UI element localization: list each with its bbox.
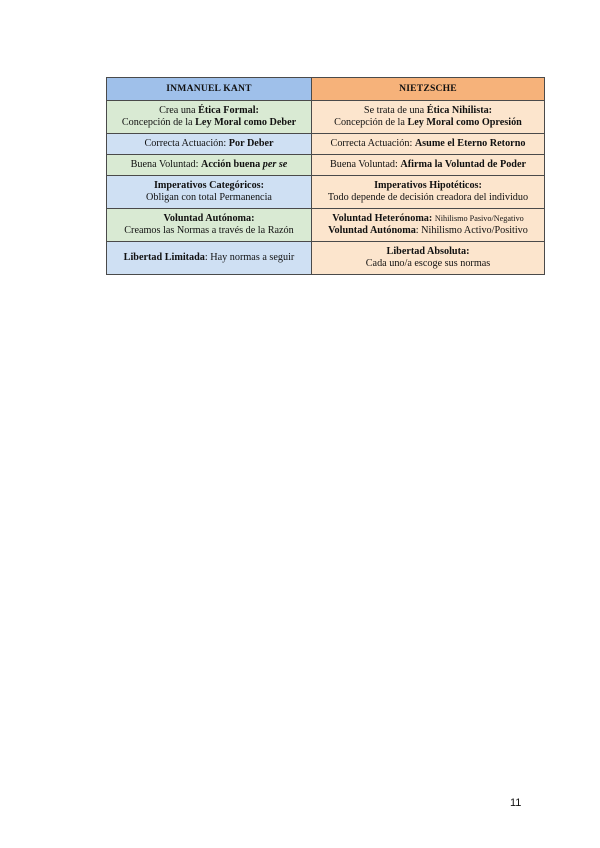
cell-text: Todo depende de decisión creadora del individuo <box>327 192 529 203</box>
comparison-table <box>106 77 545 275</box>
nietzsche-voluntad-cell <box>312 155 545 176</box>
cell-text: Correcta Actuación: <box>330 138 415 149</box>
cell-bold-text: Voluntad Heterónoma: <box>332 213 435 224</box>
kant-imperativos-cell <box>107 176 312 209</box>
table-row <box>107 176 545 209</box>
table-row <box>107 101 545 134</box>
cell-bold-text: Voluntad Autónoma: <box>163 213 255 224</box>
kant-libertad-cell <box>107 242 312 275</box>
cell-text: : Hay normas a seguir <box>204 252 295 263</box>
cell-bold-text: Ética Nihilista: <box>426 105 493 116</box>
table-row <box>107 242 545 275</box>
nietzsche-libertad-cell <box>312 242 545 275</box>
table-header-row <box>107 78 545 101</box>
cell-text: Cada uno/a escoge sus normas <box>365 258 491 269</box>
cell-bold-text: Ética Formal: <box>198 105 259 116</box>
table-row <box>107 209 545 242</box>
cell-text: Correcta Actuación: <box>144 138 229 149</box>
cell-text: Obligan con total Permanencia <box>146 192 272 203</box>
cell-italic-text: per se <box>262 159 288 170</box>
header-kant: INMANUEL KANT <box>107 78 312 101</box>
cell-text: Se trata de una <box>363 105 427 116</box>
cell-bold-text: Ley Moral como Opresión <box>407 117 522 128</box>
cell-bold-text: Ley Moral como Deber <box>195 117 297 128</box>
nietzsche-imperativos-cell <box>312 176 545 209</box>
cell-text: Concepción de la <box>334 117 408 128</box>
cell-bold-text: Imperativos Hipotéticos: <box>374 180 482 191</box>
table-row <box>107 155 545 176</box>
cell-bold-text: Afirma la Voluntad de Poder <box>400 159 527 170</box>
kant-etica-cell <box>107 101 312 134</box>
cell-bold-text: Libertad Absoluta: <box>386 246 470 257</box>
nietzsche-heteronomia-cell <box>312 209 545 242</box>
kant-voluntad-cell <box>107 155 312 176</box>
cell-text: : Nihilismo Activo/Positivo <box>415 225 528 236</box>
cell-bold-text: Asume el Eterno Retorno <box>414 138 526 149</box>
cell-small-text: Nihilismo Pasivo/Negativo <box>434 214 524 223</box>
cell-text: Buena Voluntad: <box>130 159 202 170</box>
nietzsche-actuacion-cell <box>312 134 545 155</box>
page-number: 11 <box>510 797 522 809</box>
cell-text: Creamos las Normas a través de la Razón <box>124 225 294 236</box>
cell-bold-text: Libertad Limitada <box>123 252 205 263</box>
cell-bold-text: Voluntad Autónoma <box>328 225 416 236</box>
cell-bold-text: Imperativos Categóricos: <box>153 180 265 191</box>
nietzsche-etica-cell <box>312 101 545 134</box>
header-nietzsche: NIETZSCHE <box>312 78 545 101</box>
cell-text: Concepción de la <box>121 117 196 128</box>
table-row <box>107 134 545 155</box>
cell-text: Crea una <box>159 105 199 116</box>
kant-actuacion-cell <box>107 134 312 155</box>
kant-autonomia-cell <box>107 209 312 242</box>
cell-text: Buena Voluntad: <box>329 159 401 170</box>
cell-bold-text: Acción buena <box>201 159 263 170</box>
cell-bold-text: Por Deber <box>228 138 274 149</box>
